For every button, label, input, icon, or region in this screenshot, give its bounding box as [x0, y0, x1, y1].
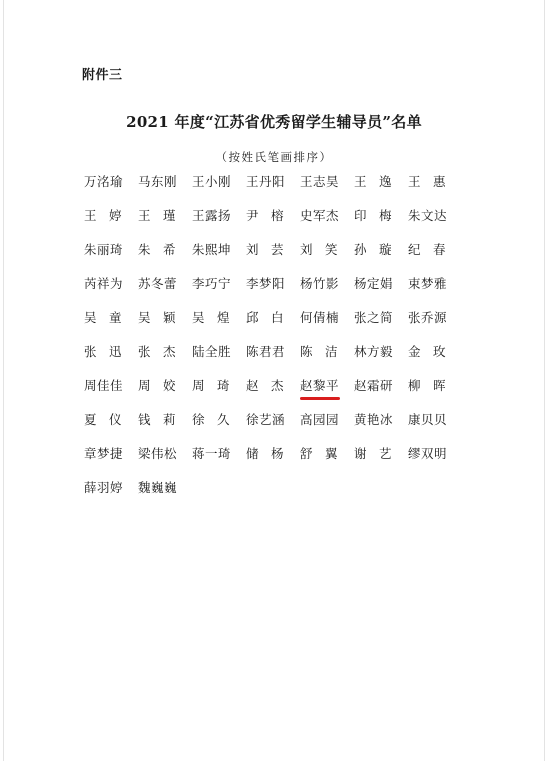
name-entry: 印 梅 — [354, 208, 392, 223]
name-entry: 张之简 — [354, 310, 394, 325]
name-entry: 史军杰 — [300, 208, 340, 223]
name-entry: 谢 艺 — [354, 446, 392, 461]
sort-note: （按姓氏笔画排序） — [215, 150, 333, 164]
name-entry: 王 婷 — [84, 208, 122, 223]
name-entry: 舒 翼 — [300, 446, 338, 461]
name-entry: 柳 晖 — [408, 378, 446, 393]
name-entry: 吴 颖 — [138, 310, 176, 325]
name-entry: 缪双明 — [408, 446, 448, 461]
name-entry: 孙 璇 — [354, 242, 392, 257]
name-entry: 王露扬 — [192, 208, 232, 223]
name-entry: 章梦捷 — [84, 446, 124, 461]
name-entry: 赵 杰 — [246, 378, 284, 393]
name-entry: 张乔源 — [408, 310, 448, 325]
name-entry: 苏冬蕾 — [138, 276, 178, 291]
name-entry: 芮祥为 — [84, 276, 124, 291]
name-entry: 赵霜研 — [354, 378, 394, 393]
name-entry: 束梦雅 — [408, 276, 448, 291]
name-entry: 陈君君 — [246, 344, 286, 359]
name-entry: 马东刚 — [138, 174, 178, 189]
name-entry: 魏巍巍 — [138, 480, 178, 495]
name-entry: 朱文达 — [408, 208, 448, 223]
name-entry: 朱丽琦 — [84, 242, 124, 257]
name-entry: 康贝贝 — [408, 412, 448, 427]
name-entry: 纪 春 — [408, 242, 446, 257]
name-entry: 陆全胜 — [192, 344, 232, 359]
name-entry: 周 姣 — [138, 378, 176, 393]
name-entry: 陈 洁 — [300, 344, 338, 359]
name-entry: 张 迅 — [84, 344, 122, 359]
name-entry: 万洺瑜 — [84, 174, 124, 189]
name-entry: 储 杨 — [246, 446, 284, 461]
name-entry: 林方毅 — [354, 344, 394, 359]
name-entry: 赵黎平 — [300, 376, 354, 410]
name-entry: 徐 久 — [192, 412, 230, 427]
name-entry: 何倩楠 — [300, 310, 340, 325]
name-list — [84, 172, 464, 512]
name-entry: 李梦阳 — [246, 276, 286, 291]
name-entry: 杨竹影 — [300, 276, 340, 291]
name-entry: 尹 榕 — [246, 208, 284, 223]
name-entry: 邱 白 — [246, 310, 284, 325]
name-entry: 金 玫 — [408, 344, 446, 359]
name-entry: 蒋一琦 — [192, 446, 232, 461]
name-entry: 王 瑾 — [138, 208, 176, 223]
name-entry: 王丹阳 — [246, 174, 286, 189]
name-entry: 夏 仪 — [84, 412, 122, 427]
name-entry: 吴 童 — [84, 310, 122, 325]
name-entry: 梁伟松 — [138, 446, 178, 461]
name-entry: 薛羽婷 — [84, 480, 124, 495]
name-entry: 徐艺涵 — [246, 412, 286, 427]
document-title: 2021 年度“江苏省优秀留学生辅导员”名单 — [126, 113, 422, 131]
name-entry: 王 惠 — [408, 174, 446, 189]
name-entry: 黄艳冰 — [354, 412, 394, 427]
name-entry: 朱 希 — [138, 242, 176, 257]
name-entry: 王志昊 — [300, 174, 340, 189]
name-entry: 王小刚 — [192, 174, 232, 189]
name-entry: 吴 煌 — [192, 310, 230, 325]
name-entry: 杨定娟 — [354, 276, 394, 291]
name-entry: 张 杰 — [138, 344, 176, 359]
attachment-label: 附件三 — [82, 68, 123, 83]
name-entry: 朱熙坤 — [192, 242, 232, 257]
name-entry: 周佳佳 — [84, 378, 124, 393]
name-entry: 刘 芸 — [246, 242, 284, 257]
name-entry: 钱 莉 — [138, 412, 176, 427]
name-entry: 王 逸 — [354, 174, 392, 189]
name-entry: 刘 笑 — [300, 242, 338, 257]
name-entry: 周 琦 — [192, 378, 230, 393]
name-entry: 李巧宁 — [192, 276, 232, 291]
highlight-underline — [300, 397, 340, 400]
name-entry: 高园园 — [300, 412, 340, 427]
